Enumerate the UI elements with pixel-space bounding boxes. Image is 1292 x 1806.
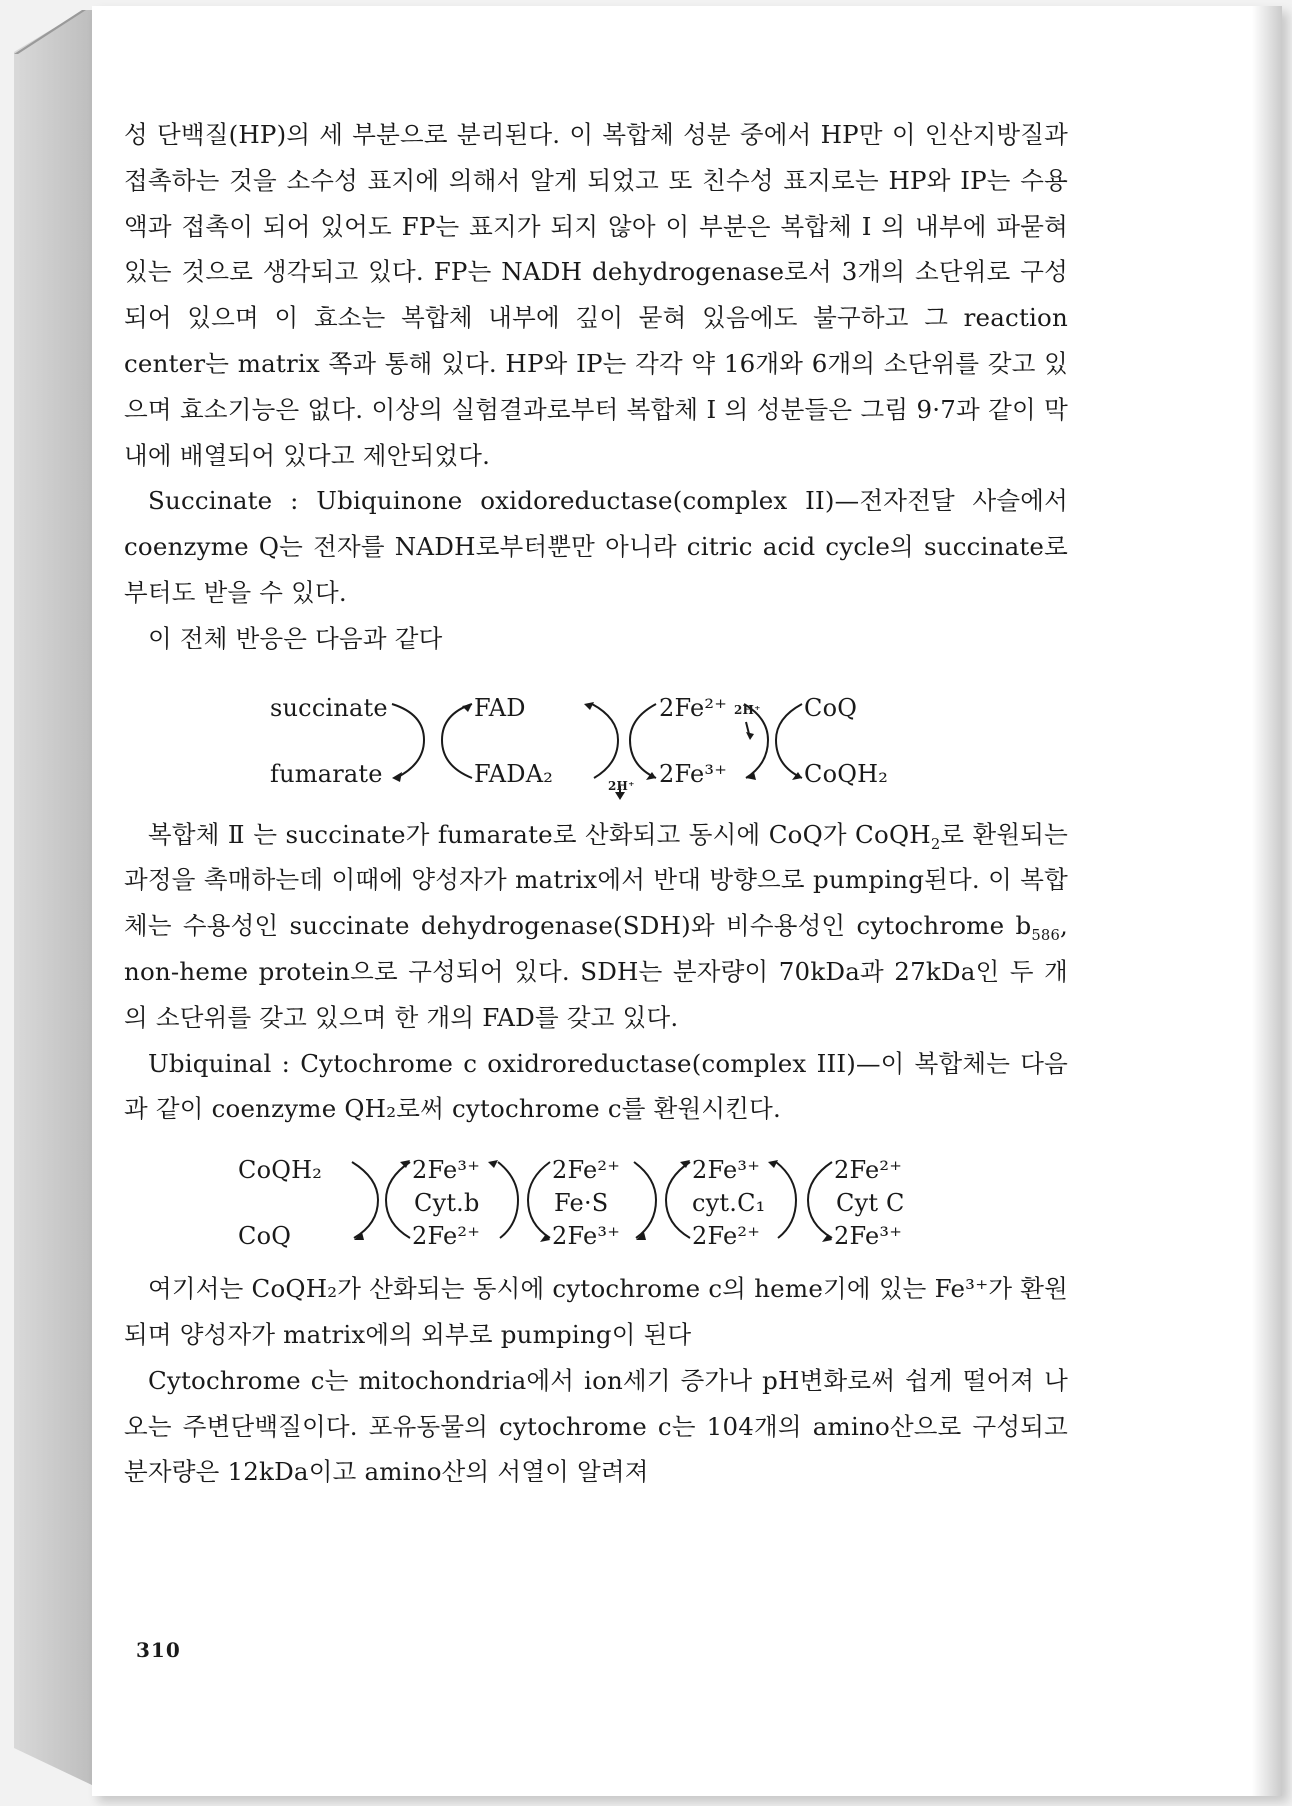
cytc-label: Cyt C (836, 1189, 905, 1218)
paragraph-cytochrome-c: Cytochrome c는 mitochondria에서 ion세기 증가나 pH변화로써 쉽게 떨어져 나오는 주변단백질이다. 포유동물의 cytochrome c는 104개의 amino산으로 구성되고 분자량은 12kDa이고 amino산의 서열이 알려져 (124, 1365, 1068, 1487)
fe2-label: 2Fe²⁺ (659, 693, 728, 722)
page-edge-shadow (1252, 6, 1282, 1796)
cytc1-top: 2Fe³⁺ (692, 1156, 761, 1185)
cytb-top: 2Fe³⁺ (412, 1156, 481, 1185)
cytc1-bottom: 2Fe²⁺ (692, 1222, 761, 1251)
p4-subscript-586: 586 (1031, 927, 1060, 945)
succinate-label: succinate (270, 693, 388, 722)
p4-part-c: , non-heme protein으로 구성되어 있다. SDH는 분자량이 70kDa과 27kDa인 두 개의 소단위를 갖고 있으며 한 개의 FAD를 갖고 있다. (124, 911, 1068, 1032)
paragraph-complex-ii (124, 812, 1068, 1041)
coq-label: CoQ (804, 693, 858, 722)
fe3-label: 2Fe³⁺ (659, 759, 728, 788)
page-number: 310 (136, 1638, 181, 1662)
cytb-label: Cyt.b (414, 1189, 480, 1218)
fes-bottom: 2Fe³⁺ (552, 1222, 621, 1251)
paragraph-reaction-intro: 이 전체 반응은 다음과 같다 (148, 623, 443, 653)
cytb-bottom: 2Fe²⁺ (412, 1222, 481, 1251)
cytc1-label: cyt.C₁ (692, 1189, 766, 1218)
proton-bottom-label: 2H⁺ (608, 778, 635, 793)
page-text (124, 112, 1068, 1495)
p4-part-a: 복합체 Ⅱ 는 succinate가 fumarate로 산화되고 동시에 CoQ가 CoQH (148, 819, 931, 849)
coq-label-2: CoQ (238, 1222, 292, 1251)
cytc-top: 2Fe²⁺ (834, 1156, 903, 1185)
p4-part-b: 로 환원되는 과정을 촉매하는데 이때에 양성자가 matrix에서 반대 방향으로 pumping된다. 이 복합체는 수용성인 succinate dehydrogenase(SDH)와 비수용성인 cytochrome b (124, 819, 1069, 941)
book-spine-edge (14, 10, 94, 1786)
reaction-arcs-1 (124, 674, 1068, 802)
coqh2-label-2: CoQH₂ (238, 1156, 323, 1185)
proton-top-label: 2H⁺ (734, 702, 761, 717)
paragraph-cyt-c-reduction: 여기서는 CoQH₂가 산화되는 동시에 cytochrome c의 heme기에 있는 Fe³⁺가 환원되며 양성자가 matrix에의 외부로 pumping이 된다 (124, 1274, 1068, 1349)
paragraph-complex-ii-intro: Succinate : Ubiquinone oxidoreductase(complex II)—전자전달 사슬에서 coenzyme Q는 전자를 NADH로부터뿐만 아니라 citric acid cycle의 succinate로부터도 받을 수 있다. (124, 486, 1068, 607)
p4-subscript: 2 (930, 835, 941, 853)
reaction-scheme-complex-iii (124, 1148, 1068, 1252)
fes-label: Fe·S (554, 1189, 609, 1218)
coqh2-label: CoQH₂ (804, 759, 889, 788)
fadh2-label: FADA₂ (474, 759, 554, 788)
fes-top: 2Fe²⁺ (552, 1156, 621, 1185)
paragraph-complex-iii-intro: Ubiquinal : Cytochrome c oxidroreductase(complex III)—이 복합체는 다음과 같이 coenzyme QH₂로써 cytochrome c를 환원시킨다. (124, 1048, 1068, 1124)
cytc-bottom: 2Fe³⁺ (834, 1222, 903, 1251)
fad-label: FAD (474, 693, 526, 722)
fumarate-label: fumarate (270, 759, 383, 788)
paragraph-complex-i: 성 단백질(HP)의 세 부분으로 분리된다. 이 복합체 성분 중에서 HP만 이 인산지방질과 접촉하는 것을 소수성 표지에 의해서 알게 되었고 또 친수성 표지로는 HP와 IP는 수용액과 접촉이 되어 있어도 FP는 표지가 되지 않아 이 부분은 복합체 I 의 내부에 파묻혀 있는 것으로 생각되고 있다. FP는 NADH dehydrogenase로서 3개의 소단위로 구성되어 있으며 이 효소는 복합체 내부에 깊이 묻혀 있음에도 불구하고 그 reaction center는 matrix 쪽과 통해 있다. HP와 IP는 각각 약 16개와 6개의 소단위를 갖고 있으며 효소기능은 없다. 이상의 실험결과로부터 복합체 I 의 성분들은 그림 9·7과 같이 막내에 배열되어 있다고 제안되었다. (124, 120, 1068, 470)
reaction-scheme-complex-ii (124, 674, 1068, 802)
